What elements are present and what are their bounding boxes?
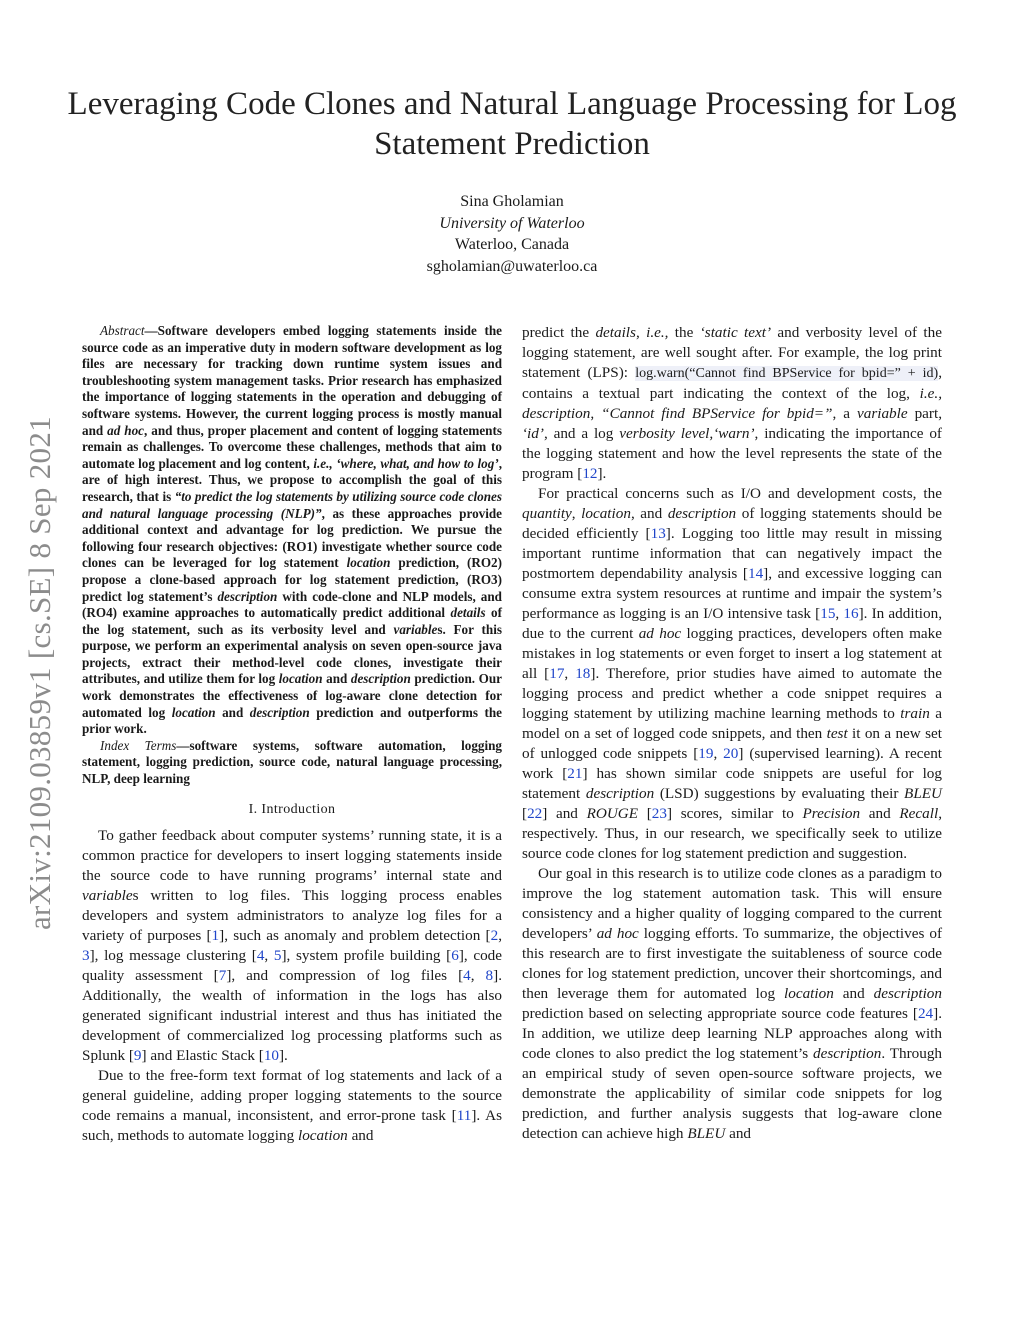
author-location: Waterloo, Canada (454, 236, 570, 253)
paper-title: Leveraging Code Clones and Natural Language Processing for Log Statement Prediction (67, 86, 957, 162)
index-terms-text: —software systems, software automation, logging statement, logging prediction, source code, natural language processing, NLP, deep learning (82, 737, 502, 787)
left-column (82, 323, 502, 1146)
intro-paragraph-4: For practical concerns such as I/O and development costs, the quantity, location, and description of logging statements should be decided efficiently [13]. Logging too little may result in missing important runtime information that can negatively impact the postmortem dependability analysis [14], and excessive logging can consume extra system resources at runtime and impair the system’s performance as logging is an I/O intensive task [15, 16]. In addition, due to the current ad hoc logging practices, developers often make mistakes in log statements or even forget to insert a log statement at all [17, 18]. Therefore, prior studies have aimed to automate the logging process and predict whether a code snippet requires a logging statement by utilizing machine learning methods to train a model on a set of logged code snippets, and then test it on a new set of unlogged code snippets [19, 20] (supervised learning). A recent work [21] has shown similar code snippets are useful for log statement description (LSD) suggestions by evaluating their BLEU [22] and ROUGE [23] scores, similar to Precision and Recall, respectively. Thus, in our research, we specifically seek to utilize source code clones for log statement prediction and suggestion. (522, 485, 943, 862)
index-terms (82, 738, 502, 788)
abstract (82, 323, 502, 738)
author-email: sgholamian@uwaterloo.ca (426, 258, 598, 275)
right-column (522, 323, 942, 1144)
author-name: Sina Gholamian (460, 193, 564, 210)
arxiv-identifier-stamp: arXiv:2109.03859v1 [cs.SE] 8 Sep 2021 (22, 416, 57, 930)
intro-paragraph-5: Our goal in this research is to utilize code clones as a paradigm to improve the log statement automation task. This will ensure consistency and a higher quality of logging compared to the current developers’ ad hoc logging efforts. To summarize, the objectives of this research are to first investigate the suitableness of source code clones for log statement prediction, uncover their shortcomings, and then leverage them for automated log location and description prediction based on selecting appropriate source code features [24]. In addition, we utilize deep learning NLP approaches along with code clones to also predict the log statement’s description. Through an empirical study of seven open-source software projects, we demonstrate the applicability of similar code snippets for log prediction, and further analysis suggests that log-aware clone detection can achieve high BLEU and (522, 865, 943, 1142)
intro-paragraph-3: predict the details, i.e., the ‘static text’ and verbosity level of the logging statement, are well sought after. For example, the log print statement (LPS): log.warn(“Cannot find BPService for bpid=” + id), contains a textual part indicating the context of the log, i.e., description, “Cannot find BPService for bpid=”, a variable part, ‘id’, and a log verbosity level,‘warn’, indicating the importance of the logging statement and how the level represents the state of the program [12]. (522, 324, 942, 482)
abstract-text: —Software developers embed logging statements inside the source code as an imperative duty in modern software development as log files are necessary for tracking down runtime system issues and troubleshooting system management tasks. Prior research has emphasized the importance of logging statements in the operation and debugging of software systems. However, the current logging process is mostly manual and ad hoc, and thus, proper placement and content of logging statements remain as challenges. To overcome these challenges, methods that aim to automate log placement and log content, i.e., ‘where, what, and how to log’, are of high interest. Thus, we propose to accomplish the goal of this research, that is “to predict the log statements by utilizing source code clones and natural language processing (NLP)”, as these approaches provide additional context and advantage for log prediction. We pursue the following four research objectives: (RO1) investigate whether source code clones can be leveraged for log statement location prediction, (RO2) propose a clone-based approach for log statement prediction, (RO3) predict log statement’s description with code-clone and NLP models, and (RO4) examine approaches to automatically predict additional details of the log statement, such as its verbosity level and variables. For this purpose, we perform an experimental analysis on seven open-source java projects, extract their method-level code clones, investigate their attributes, and utilize them for log location and description prediction. Our work demonstrates the effectiveness of log-aware clone detection for automated log location and description prediction and outperforms the prior work. (82, 323, 503, 737)
intro-paragraph-2: Due to the free-form text format of log statements and lack of a general guideline, adding proper logging statements to the source code remains a manual, inconsistent, and error-prone task [11]. As such, methods to automate logging location and (82, 1066, 502, 1144)
abstract-label: Abstract (100, 323, 145, 338)
index-terms-label: Index Terms (100, 737, 177, 753)
intro-paragraph-1: To gather feedback about computer systems’ running state, it is a common practice for developers to insert logging statements inside the source code to have running programs’ internal state and variables written to log files. This logging process enables developers and system administrators to analyze log files for a variety of purposes [1], such as anomaly and problem detection [2, 3], log message clustering [4, 5], system profile building [6], code quality assessment [7], and compression of log files [4, 8]. Additionally, the wealth of information in the logs has also generated significant industrial interest and thus has initiated the development of commercialized log processing platforms such as Splunk [9] and Elastic Stack [10]. (82, 826, 502, 1064)
section-heading-introduction: I. Introduction (248, 801, 336, 817)
author-affiliation: University of Waterloo (439, 215, 585, 232)
